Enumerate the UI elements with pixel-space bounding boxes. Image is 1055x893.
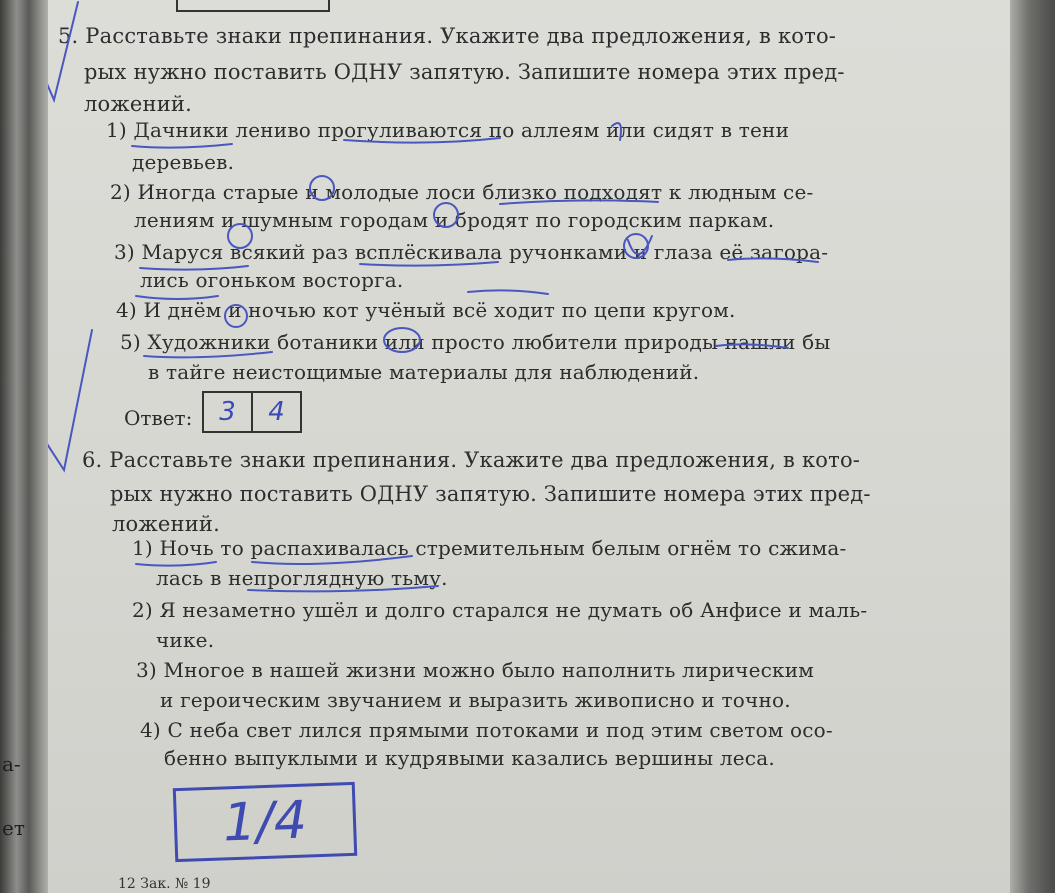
task6-line-2: рых нужно поставить ОДНУ запятую. Запишите номера этих пред- <box>110 482 871 506</box>
task6-item-4: 4) С неба свет лился прямыми потоками и под этим светом осо- <box>140 718 833 742</box>
task6-item-3-cont: и героическим звучанием и выразить живописно и точно. <box>160 688 791 712</box>
answer-digit-1: 3 <box>204 393 253 431</box>
task6-item-2-cont: чике. <box>156 628 215 652</box>
task5-item-1: 1) Дачники лениво прогуливаются по аллеям или сидят в тени <box>106 118 790 142</box>
task6-item-1-cont: лась в непроглядную тьму. <box>156 566 448 590</box>
side-text-2: ет <box>2 816 25 840</box>
answer-digit-2: 4 <box>268 397 285 427</box>
worksheet-page <box>48 0 1010 893</box>
task5-item-3: 3) Маруся всякий раз всплёскивала ручонками и глаза её загора- <box>114 240 829 264</box>
right-page-edge <box>1007 0 1055 893</box>
task5-line-3: ложений. <box>84 92 192 116</box>
side-text-1: а- <box>2 752 21 776</box>
top-answer-box <box>176 0 330 12</box>
check-mark-1 <box>48 2 78 100</box>
underline-8 <box>468 290 548 294</box>
task6-item-1: 1) Ночь то распахивалась стремительным белым огнём то сжима- <box>132 536 847 560</box>
task5-item-2: 2) Иногда старые и молодые лоси близко подходят к людным се- <box>110 180 814 204</box>
task5-item-2-cont: лениям и шумным городам и бродят по городским паркам. <box>134 208 775 232</box>
answer-label: Ответ: <box>124 406 193 430</box>
task6-line-3: ложений. <box>112 512 220 536</box>
task5-line-1: 5. Расставьте знаки препинания. Укажите два предложения, в кото- <box>58 24 837 48</box>
task6-item-2: 2) Я незаметно ушёл и долго старался не думать об Анфисе и маль- <box>132 598 868 622</box>
page-footer: 12 Зак. № 19 <box>118 876 211 892</box>
task5-item-5-cont: в тайге неистощимые материалы для наблюдений. <box>148 360 700 384</box>
handwritten-answer-box <box>173 782 357 862</box>
task6-item-3: 3) Многое в нашей жизни можно было наполнить лирическим <box>136 658 814 682</box>
answer-box <box>202 391 302 433</box>
task5-item-1-cont: деревьев. <box>132 150 235 174</box>
underline-1 <box>132 144 232 148</box>
task5-item-4: 4) И днём и ночью кот учёный всё ходит по цепи кругом. <box>116 298 736 322</box>
handwritten-answer: 1/4 <box>222 790 308 854</box>
task6-item-4-cont: бенно выпуклыми и кудрявыми казались вершины леса. <box>164 746 775 770</box>
task6-line-1: 6. Расставьте знаки препинания. Укажите два предложения, в кото- <box>82 448 861 472</box>
task5-line-2: рых нужно поставить ОДНУ запятую. Запишите номера этих пред- <box>84 60 845 84</box>
task5-item-3-cont: лись огоньком восторга. <box>140 268 404 292</box>
task5-item-5: 5) Художники ботаники или просто любители природы нашли бы <box>120 330 831 354</box>
left-page-edge <box>0 0 48 893</box>
